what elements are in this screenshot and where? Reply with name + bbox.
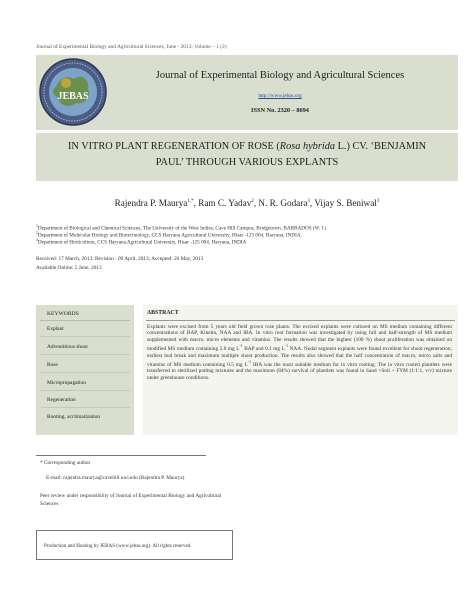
- paper-title-species: Rosa hybrida: [279, 141, 335, 152]
- keyword-item: Rose: [47, 362, 58, 368]
- abstract-superscript: -1: [247, 360, 251, 365]
- affiliation-text: Department of Molecular Biology and Biotechnology, CCS Haryana Agricultural University, Hisar -125 004, Haryana, INDIA.: [37, 232, 302, 239]
- keywords-divider: [40, 320, 130, 321]
- footnote-rule: [36, 455, 206, 456]
- keyword-divider: [40, 407, 130, 408]
- keywords-heading: KEYWORDS: [47, 311, 79, 317]
- available-online-date: Available Online: 5 June, 2013: [36, 265, 102, 271]
- paper-title-line2: PAUL’ THROUGH VARIOUS EXPLANTS: [155, 157, 339, 168]
- affiliation-text: Department of Horticulture, CCS Haryana Agricultural University, Hisar -125 004, Haryana, INDIA: [37, 239, 247, 246]
- keyword-item: Explant: [47, 326, 64, 332]
- keyword-divider: [40, 336, 130, 337]
- author-separator: ,: [253, 198, 259, 208]
- author-affil-mark: 3: [307, 198, 310, 204]
- keyword-divider: [40, 372, 130, 373]
- abstract-text: Explants were excised from 5 years old field grown rose plants. The excised explants were cultured on MS medium containing different concentrations of BAP, Kinetin, NAA and IBA. In vitro root formation was investigated by using full and half-strength of MS medium supplemented with macro, micro elements and vitamins. The results showed that the highest (100 %) shoot proliferation was obtained on modified MS medium containing 2.0 mg L: [147, 324, 452, 353]
- keyword-item: Adventitious shoot: [47, 344, 88, 350]
- keyword-item: Rooting, acclimatization: [47, 414, 100, 420]
- issn-number: ISSN No. 2320 – 8694: [251, 107, 309, 114]
- logo-text: JEBAS: [57, 91, 89, 102]
- abstract-divider: [146, 320, 455, 321]
- author-name: Rajendra P. Maurya: [114, 198, 188, 208]
- abstract-text: IBA was the most suitable medium for in vitro rooting. The in vitro rooted plantlets were transferred to sterilized potting mixtures and the maximum (84%) survival of plantlets was found in Sand +Soil + FYM (1:1:1, v/v) mixture under greenhouse conditions.: [147, 361, 452, 381]
- running-head: Journal of Experimental Biology and Agricultural Sciences, June - 2013; Volume – 1 (2): [36, 44, 227, 50]
- journal-url-link[interactable]: http://www.jebas.org: [258, 93, 302, 99]
- journal-logo: [38, 57, 108, 127]
- peer-review-note: Peer review under responsibility of Journal of Experimental Biology and Agricultural Sciences: [40, 493, 222, 507]
- keyword-divider: [40, 390, 130, 391]
- author-name: N. R. Godara: [258, 198, 308, 208]
- abstract-superscript: -1: [284, 344, 288, 349]
- author-affil-mark: 3: [376, 198, 380, 204]
- author-affil-mark: 2: [251, 198, 254, 204]
- affiliation-mark: 3: [36, 238, 38, 242]
- author-affil-mark: 1,*: [187, 198, 194, 204]
- paper-title-part: L.) CV. ‘BENJAMIN: [335, 141, 427, 152]
- paper-title: [40, 139, 454, 171]
- author-email[interactable]: E-mail: rajendra.maurya@cavehill.uwi.edu (Rajendra P. Maurya): [46, 475, 185, 481]
- affiliation-3: [36, 238, 458, 246]
- abstract-superscript: -1: [239, 344, 243, 349]
- author-name: Vijay S. Beniwal: [314, 198, 377, 208]
- abstract-text: BAP and 0.1 mg L: [242, 346, 285, 353]
- author-separator: ,: [193, 198, 199, 208]
- keyword-item: Regeneration: [47, 397, 76, 403]
- affiliation-mark: 2: [36, 231, 38, 235]
- abstract-text: NAA. Nodal segment explants were found excellent for shoot regeneration; earliest bud break and maximum multiple shoot production. The results also showed that the half concentration of macro, micro salts and vitamins of MS medium containing 0.5 mg L: [147, 346, 452, 368]
- author-separator: ,: [309, 198, 315, 208]
- production-note: Production and Hosting by JEBAS (www.jebas.org). All rights reserved.: [44, 543, 192, 549]
- affiliation-mark: 1: [36, 224, 38, 228]
- received-dates: Received: 17 March, 2013; Revision : 09 April, 2013; Accepted: 26 May, 2013: [36, 256, 204, 262]
- keyword-divider: [40, 354, 130, 355]
- affiliation-text: Department of Biological and Chemical Sciences, The University of the West Indies, Cave Hill Campus, Bridgetown, BARBADOS (W. I.): [37, 225, 327, 232]
- paper-title-part: IN VITRO PLANT REGENERATION OF ROSE (: [67, 141, 280, 152]
- keyword-item: Micropropagation: [47, 380, 86, 386]
- corresponding-author-note: * Corresponding author: [40, 460, 91, 466]
- abstract-body: [147, 324, 452, 381]
- author-name: Ram C. Yadav: [198, 198, 252, 208]
- author-list: [36, 198, 458, 208]
- abstract-heading: ABSTRACT: [147, 310, 179, 316]
- journal-title: Journal of Experimental Biology and Agricultural Sciences: [155, 70, 405, 81]
